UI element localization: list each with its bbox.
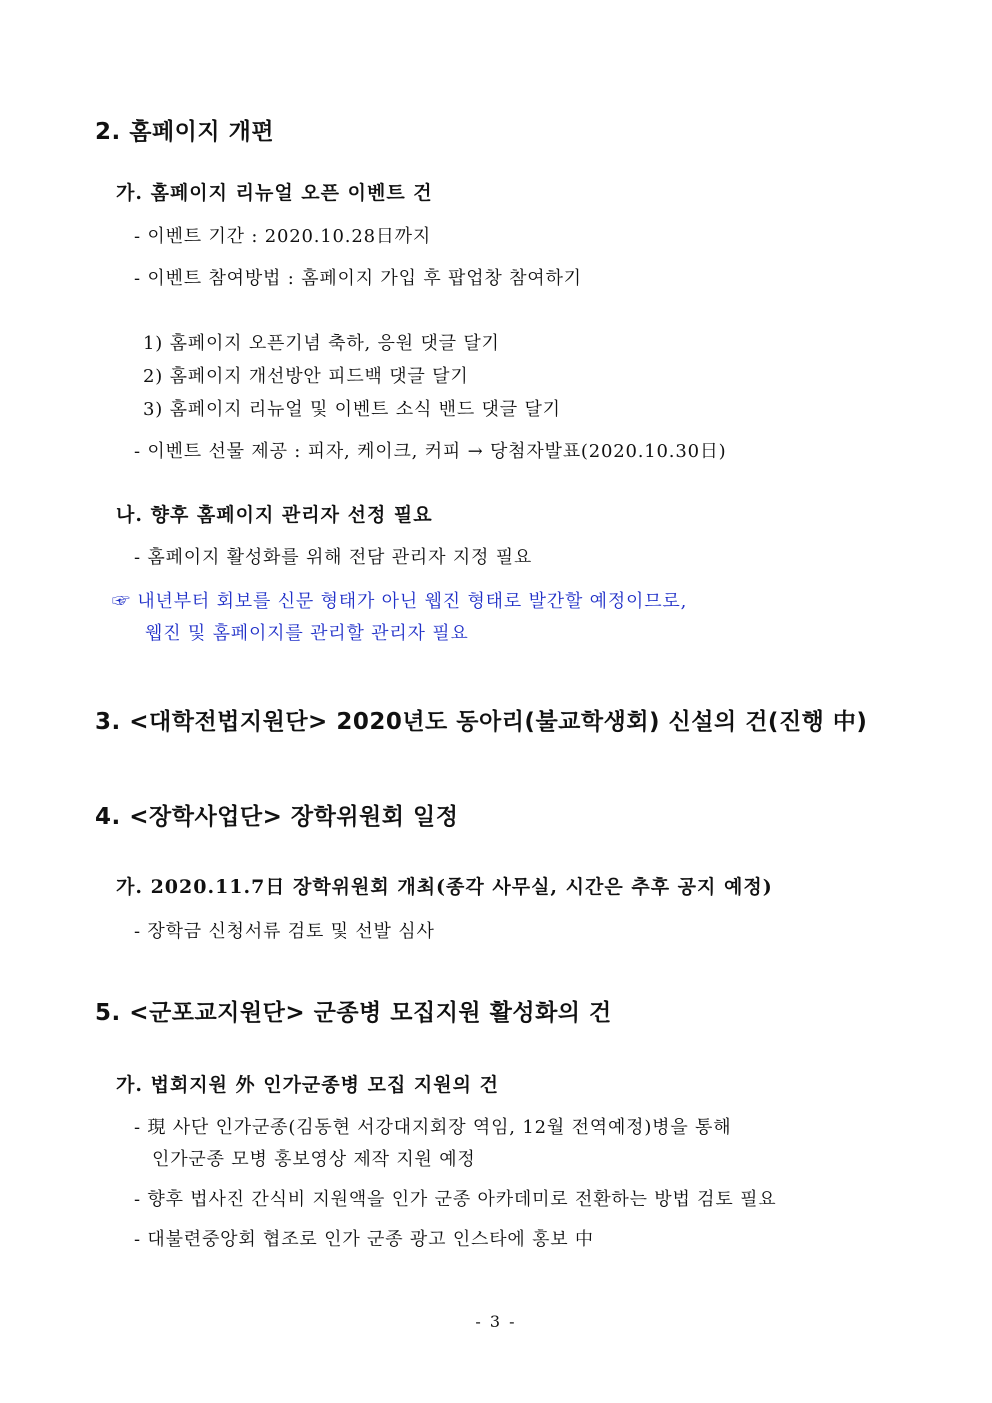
section-4a-heading: 가. 2020.11.7日 장학위원회 개최(종각 사무실, 시간은 추후 공지 예정) bbox=[116, 876, 773, 898]
admin-item: - 홈페이지 활성화를 위해 전담 관리자 지정 필요 bbox=[134, 547, 533, 568]
military-item-3: - 대불련중앙회 협조로 인가 군종 광고 인스타에 홍보 中 bbox=[134, 1229, 594, 1250]
note-block bbox=[112, 587, 687, 613]
military-item-1-line-2: 인가군종 모병 홍보영상 제작 지원 예정 bbox=[152, 1149, 476, 1170]
pointing-hand-icon: ☞ bbox=[112, 591, 131, 612]
event-step-2: 2) 홈페이지 개선방안 피드백 댓글 달기 bbox=[143, 366, 469, 387]
scholarship-item: - 장학금 신청서류 검토 및 선발 심사 bbox=[134, 921, 435, 942]
section-4-title: 4. <장학사업단> 장학위원회 일정 bbox=[95, 804, 459, 830]
section-5-title: 5. <군포교지원단> 군종병 모집지원 활성화의 건 bbox=[95, 1000, 612, 1026]
event-period: - 이벤트 기간 : 2020.10.28日까지 bbox=[134, 226, 432, 247]
page-number: - 3 - bbox=[475, 1312, 517, 1331]
section-2-title: 2. 홈페이지 개편 bbox=[95, 119, 275, 145]
event-method: - 이벤트 참여방법 : 홈페이지 가입 후 팝업창 참여하기 bbox=[134, 268, 582, 289]
section-5a-heading: 가. 법회지원 外 인가군종병 모집 지원의 건 bbox=[116, 1074, 499, 1096]
note-line-1: 내년부터 회보를 신문 형태가 아닌 웹진 형태로 발간할 예정이므로, bbox=[137, 591, 688, 612]
event-step-3: 3) 홈페이지 리뉴얼 및 이벤트 소식 밴드 댓글 달기 bbox=[143, 399, 561, 420]
section-2a-heading: 가. 홈페이지 리뉴얼 오픈 이벤트 건 bbox=[116, 182, 433, 204]
event-gift: - 이벤트 선물 제공 : 피자, 케이크, 커피 → 당첨자발표(2020.10.30日) bbox=[134, 441, 727, 462]
note-line-2: 웹진 및 홈페이지를 관리할 관리자 필요 bbox=[145, 623, 469, 644]
military-item-1-line-1: - 現 사단 인가군종(김동현 서강대지회장 역임, 12월 전역예정)병을 통해 bbox=[134, 1117, 732, 1138]
section-3-title: 3. <대학전법지원단> 2020년도 동아리(불교학생회) 신설의 건(진행 中) bbox=[95, 709, 868, 735]
military-item-2: - 향후 법사진 간식비 지원액을 인가 군종 아카데미로 전환하는 방법 검토 필요 bbox=[134, 1189, 777, 1210]
event-step-1: 1) 홈페이지 오픈기념 축하, 응원 댓글 달기 bbox=[143, 333, 500, 354]
section-2b-heading: 나. 향후 홈페이지 관리자 선정 필요 bbox=[116, 504, 433, 526]
